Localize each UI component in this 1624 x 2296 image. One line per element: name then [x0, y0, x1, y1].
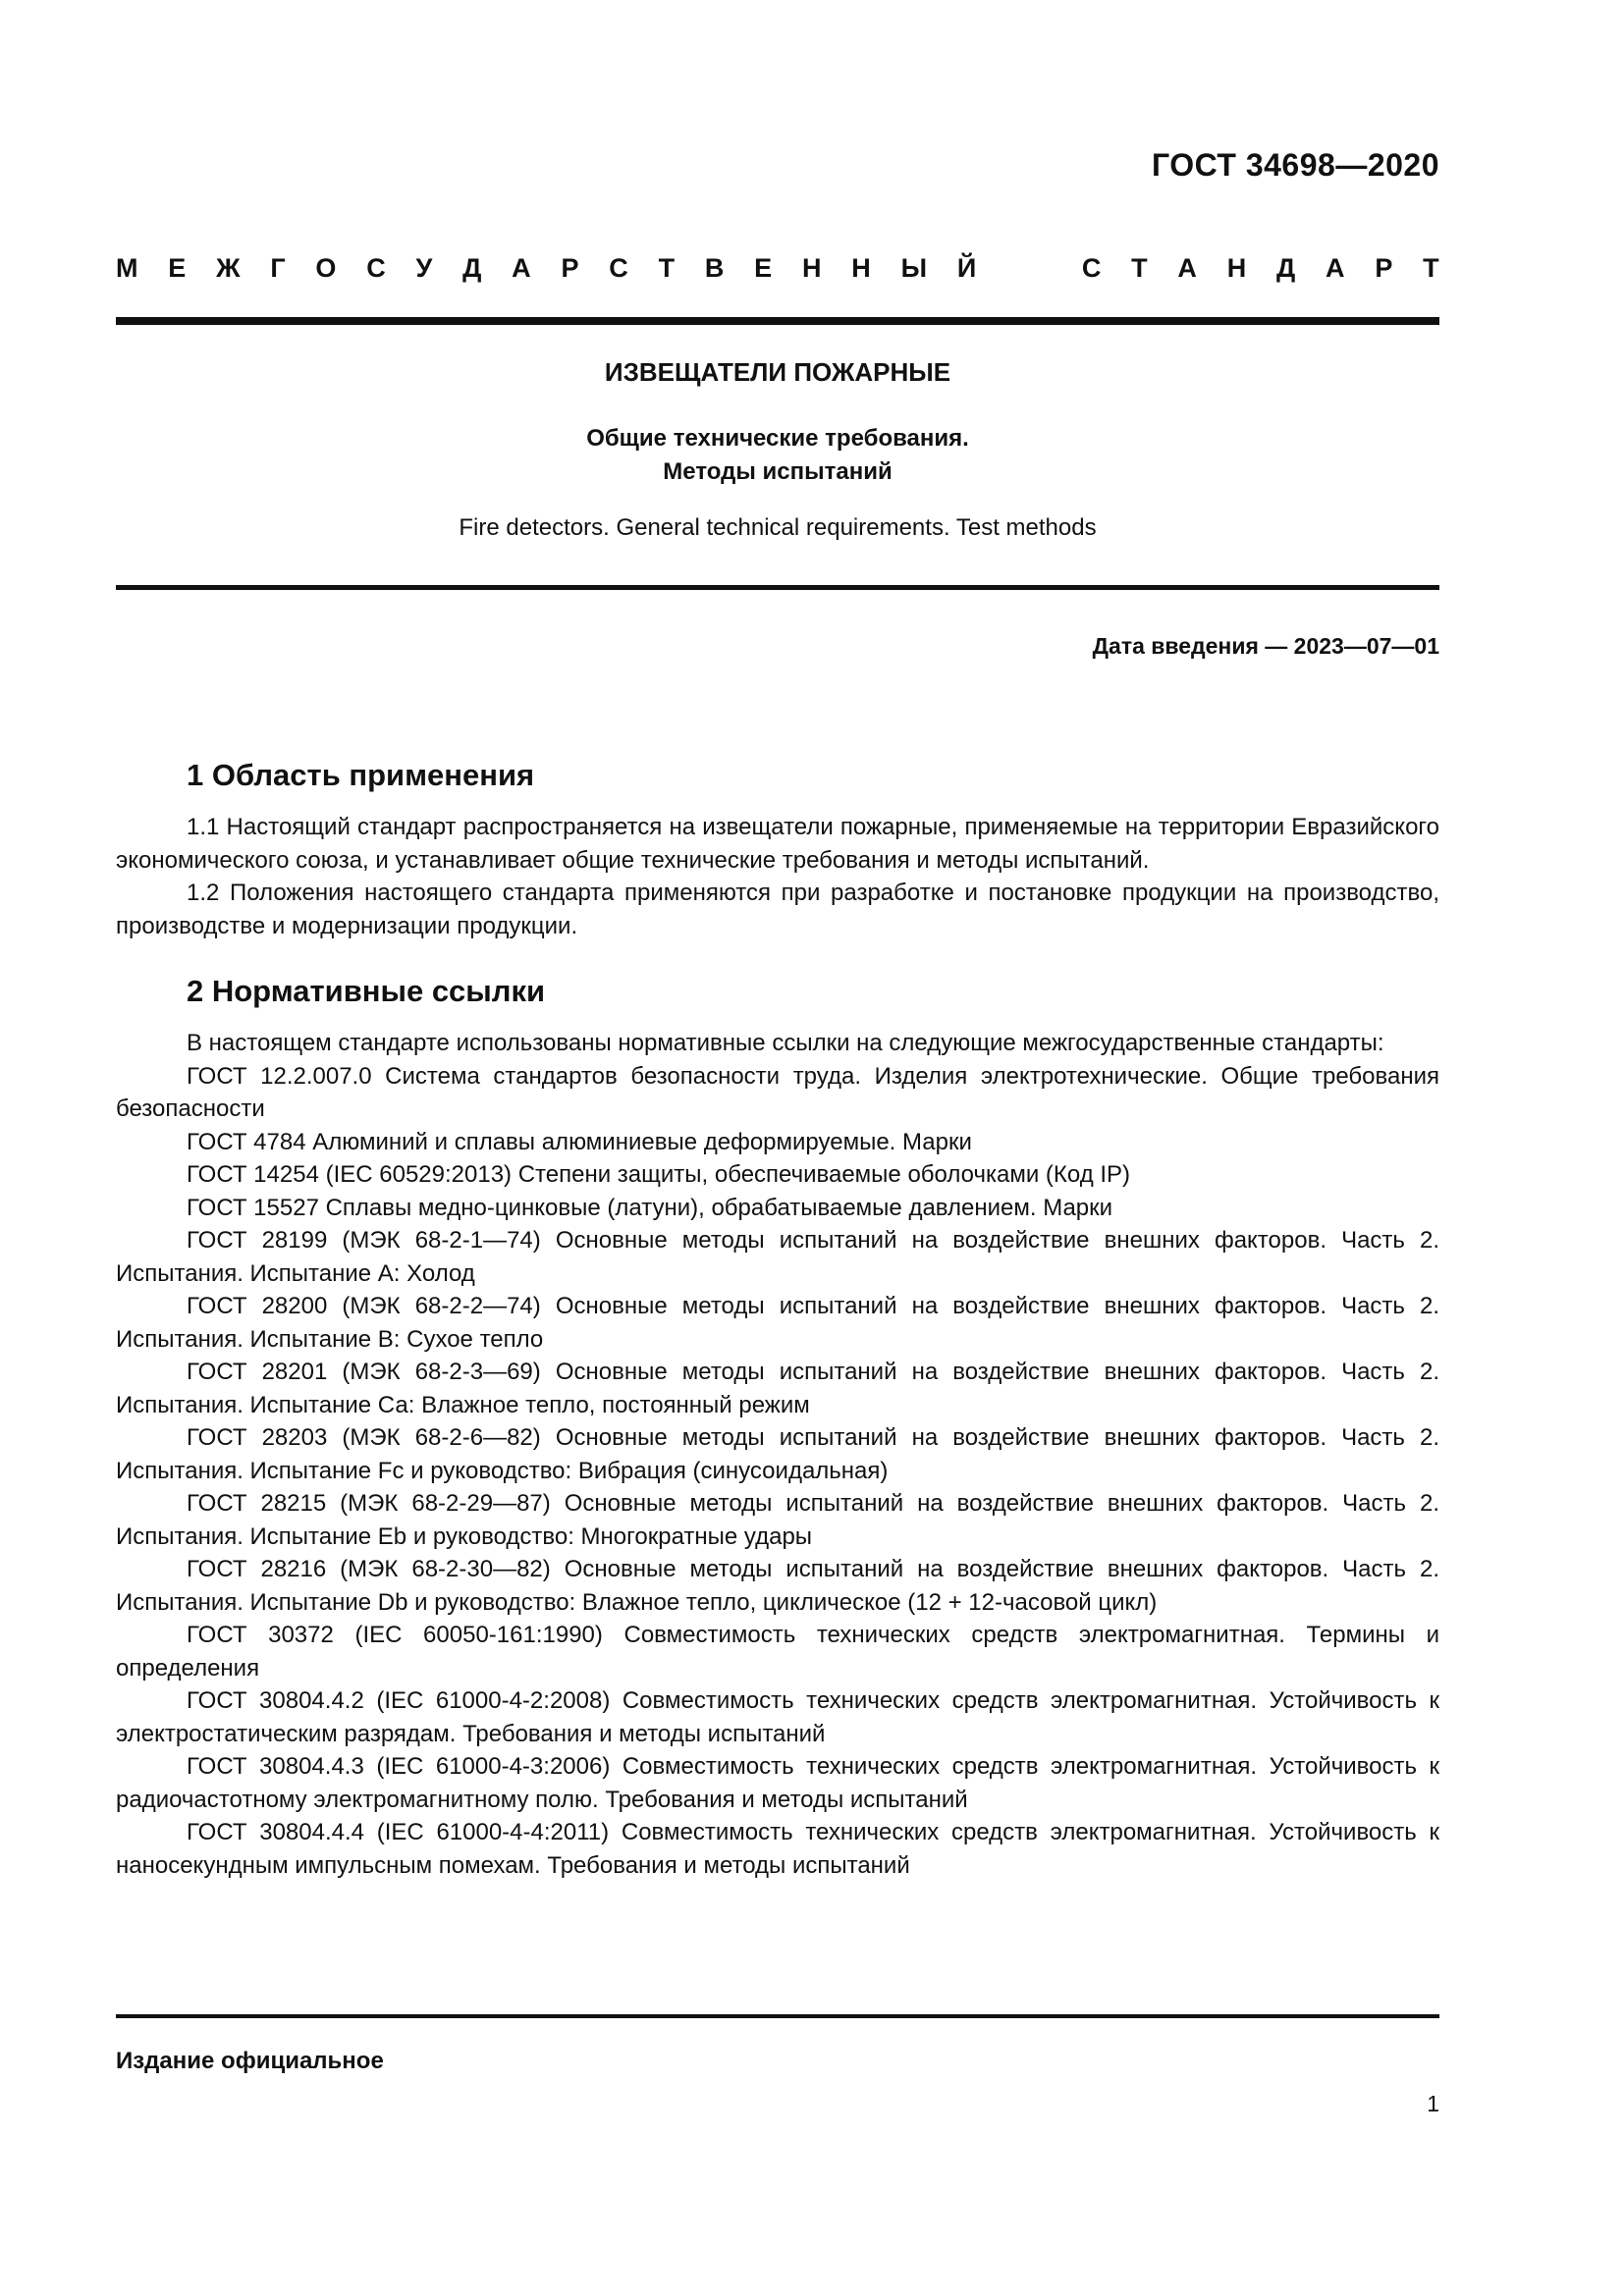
banner-word-1-letter: В: [704, 253, 725, 283]
reference-item: ГОСТ 30372 (IEC 60050-161:1990) Совместимость технических средств электромагнитная. Термины и определения: [116, 1622, 1439, 1682]
reference-item: ГОСТ 30804.4.2 (IEC 61000-4-2:2008) Совместимость технических средств электромагнитная. Устойчивость к электростатическим разрядам. Требования и методы испытаний: [116, 1687, 1439, 1747]
standard-type-banner: [116, 253, 1439, 284]
banner-word-1-letter: Ы: [900, 253, 928, 283]
footer-divider: [116, 2014, 1439, 2018]
banner-word-2-letter: Р: [1375, 253, 1393, 283]
section-1-heading: 1 Область применения: [187, 758, 535, 792]
banner-word-1-letter: Т: [658, 253, 676, 283]
banner-word-1-letter: О: [315, 253, 337, 283]
banner-word-1-letter: А: [512, 253, 531, 283]
reference-item: ГОСТ 15527 Сплавы медно-цинковые (латуни), обрабатываемые давлением. Марки: [187, 1194, 1113, 1221]
reference-item: ГОСТ 14254 (IEC 60529:2013) Степени защиты, обеспечиваемые оболочками (Код IP): [187, 1161, 1131, 1188]
title-divider: [116, 585, 1439, 590]
reference-item: ГОСТ 28203 (МЭК 68-2-6—82) Основные методы испытаний на воздействие внешних факторов. Часть 2. Испытания. Испытание Fc и руководство: Вибрация (синусоидальная): [116, 1424, 1439, 1484]
banner-word-1-letter: У: [415, 253, 433, 283]
reference-item: ГОСТ 30804.4.4 (IEC 61000-4-4:2011) Совместимость технических средств электромагнитная. Устойчивость к наносекундным импульсным помехам. Требования и методы испытаний: [116, 1819, 1439, 1879]
document-title: ИЗВЕЩАТЕЛИ ПОЖАРНЫЕ: [604, 357, 951, 387]
banner-word-2-letter: Т: [1131, 253, 1148, 283]
subtitle-line-1: Общие технические требования.: [586, 425, 969, 452]
document-page: [116, 0, 1439, 2296]
reference-item: ГОСТ 28200 (МЭК 68-2-2—74) Основные методы испытаний на воздействие внешних факторов. Часть 2. Испытания. Испытание В: Сухое тепло: [116, 1293, 1439, 1353]
banner-word-1-letter: Д: [462, 253, 482, 283]
banner-word-gap: [1006, 253, 1052, 284]
banner-word-2-letter: Д: [1276, 253, 1296, 283]
document-subtitle: [116, 422, 1439, 489]
official-edition-label: Издание официальное: [116, 2048, 384, 2074]
introduction-date: Дата введения — 2023—07—01: [1092, 633, 1439, 659]
reference-item: ГОСТ 28216 (МЭК 68-2-30—82) Основные методы испытаний на воздействие внешних факторов. Часть 2. Испытания. Испытание Db и руководство: Влажное тепло, циклическое (12 + 12-часовой цикл): [116, 1556, 1439, 1616]
banner-word-1-letter: Е: [168, 253, 187, 283]
banner-word-1-letter: М: [116, 253, 138, 283]
banner-word-2-letter: А: [1177, 253, 1197, 283]
banner-word-1-letter: Й: [956, 253, 977, 283]
banner-word-2-letter: С: [1081, 253, 1102, 283]
section-2-heading: 2 Нормативные ссылки: [187, 974, 546, 1008]
document-body: [116, 756, 1439, 1882]
banner-word-1-letter: С: [609, 253, 628, 283]
reference-item: ГОСТ 28215 (МЭК 68-2-29—87) Основные методы испытаний на воздействие внешних факторов. Часть 2. Испытания. Испытание Eb и руководство: Многократные удары: [116, 1490, 1439, 1550]
banner-word-2-letter: Н: [1226, 253, 1247, 283]
banner-word-2-letter: Т: [1423, 253, 1439, 283]
page-number: 1: [1427, 2091, 1439, 2116]
subtitle-line-2: Методы испытаний: [663, 458, 893, 485]
section-1-paragraph: 1.1 Настоящий стандарт распространяется на извещатели пожарные, применяемые на территории Евразийского экономического союза, и устанавливает общие технические требования и методы испытаний.: [116, 814, 1439, 874]
reference-item: ГОСТ 28199 (МЭК 68-2-1—74) Основные методы испытаний на воздействие внешних факторов. Часть 2. Испытания. Испытание А: Холод: [116, 1227, 1439, 1287]
top-divider: [116, 317, 1439, 325]
banner-word-1-letter: Е: [754, 253, 773, 283]
banner-word-1-letter: Ж: [216, 253, 241, 283]
reference-item: ГОСТ 28201 (МЭК 68-2-3—69) Основные методы испытаний на воздействие внешних факторов. Часть 2. Испытания. Испытание Са: Влажное тепло, постоянный режим: [116, 1359, 1439, 1418]
banner-word-1-letter: Р: [561, 253, 579, 283]
section-2-intro: В настоящем стандарте использованы нормативные ссылки на следующие межгосударственные стандарты:: [187, 1030, 1384, 1056]
banner-word-1-letter: Н: [801, 253, 822, 283]
banner-word-1-letter: Г: [270, 253, 286, 283]
reference-item: ГОСТ 4784 Алюминий и сплавы алюминиевые деформируемые. Марки: [187, 1128, 972, 1155]
document-number: ГОСТ 34698—2020: [1151, 147, 1439, 183]
banner-word-1-letter: С: [366, 253, 386, 283]
english-title: Fire detectors. General technical requirements. Test methods: [459, 514, 1097, 541]
reference-item: ГОСТ 12.2.007.0 Система стандартов безопасности труда. Изделия электротехнические. Общие требования безопасности: [116, 1062, 1439, 1122]
banner-word-2-letter: А: [1326, 253, 1345, 283]
reference-list: [116, 1060, 1439, 1883]
banner-word-1-letter: Н: [851, 253, 871, 283]
reference-item: ГОСТ 30804.4.3 (IEC 61000-4-3:2006) Совместимость технических средств электромагнитная. Устойчивость к радиочастотному электромагнитному полю. Требования и методы испытаний: [116, 1753, 1439, 1813]
section-1-paragraph: 1.2 Положения настоящего стандарта применяются при разработке и постановке продукции на производство, производстве и модернизации продукции.: [116, 880, 1439, 939]
